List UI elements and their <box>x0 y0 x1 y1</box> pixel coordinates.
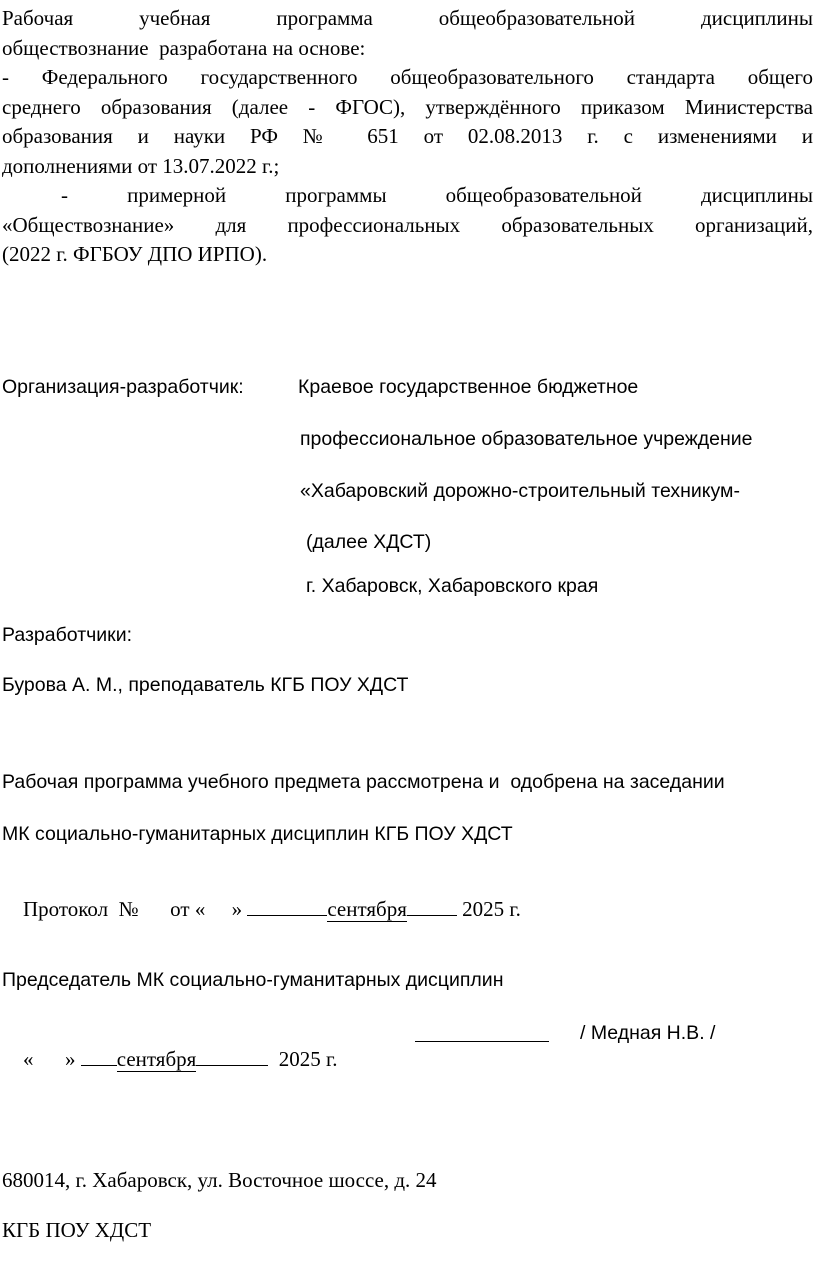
footer-address: 680014, г. Хабаровск, ул. Восточное шоссе, д. 24 <box>2 1168 437 1192</box>
intro-line: Рабочая учебная программа общеобразовательной дисциплины <box>2 6 813 30</box>
organization-label: Организация-разработчик: <box>2 376 244 398</box>
chairman-date-line <box>2 1021 338 1095</box>
protocol-month: сентября <box>327 897 407 921</box>
organization-line: «Хабаровский дорожно-строительный техникум- <box>300 480 740 502</box>
intro-line: (2022 г. ФГБОУ ДПО ИРПО). <box>2 242 268 266</box>
protocol-year: 2025 г. <box>456 897 521 921</box>
intro-line: - Федерального государственного общеобразовательного стандарта общего <box>2 65 813 89</box>
protocol-line <box>2 871 521 945</box>
approval-line: МК социально-гуманитарных дисциплин КГБ ПОУ ХДСТ <box>2 823 513 845</box>
protocol-prefix: Протокол № от « » <box>23 897 248 921</box>
signature-line <box>415 1041 549 1042</box>
organization-line: (далее ХДСТ) <box>306 531 432 553</box>
intro-line: дополнениями от 13.07.2022 г.; <box>2 153 280 178</box>
chairman-title: Председатель МК социально-гуманитарных дисциплин <box>2 969 504 991</box>
intro-line: обществознание разработана на основе: <box>2 35 366 60</box>
protocol-day-blank <box>247 895 327 916</box>
developer-name: Бурова А. М., преподаватель КГБ ПОУ ХДСТ <box>2 674 409 696</box>
chairman-day-blank <box>81 1045 117 1066</box>
chairman-date-open: « » <box>23 1047 81 1071</box>
organization-line: г. Хабаровск, Хабаровского края <box>306 575 599 597</box>
intro-line: образования и науки РФ № 651 от 02.08.2013 г. с изменениями и <box>2 124 813 148</box>
protocol-month-blank <box>407 895 457 916</box>
intro-paragraph <box>2 4 813 270</box>
approval-line: Рабочая программа учебного предмета рассмотрена и одобрена на заседании <box>2 771 725 793</box>
organization-line: профессиональное образовательное учреждение <box>300 428 753 450</box>
chairman-month: сентября <box>116 1047 197 1071</box>
chairman-name: / Медная Н.В. / <box>580 1022 716 1044</box>
chairman-month-blank <box>196 1045 268 1066</box>
organization-line: Краевое государственное бюджетное <box>298 376 639 398</box>
intro-line: - примерной программы общеобразовательной дисциплины <box>2 183 813 207</box>
footer-org: КГБ ПОУ ХДСТ <box>2 1218 152 1242</box>
intro-line: среднего образования (далее - ФГОС), утверждённого приказом Министерства <box>2 94 813 119</box>
chairman-year: 2025 г. <box>268 1047 338 1071</box>
developers-label: Разработчики: <box>2 624 133 646</box>
intro-line: «Обществознание» для профессиональных образовательных организаций, <box>2 212 813 237</box>
